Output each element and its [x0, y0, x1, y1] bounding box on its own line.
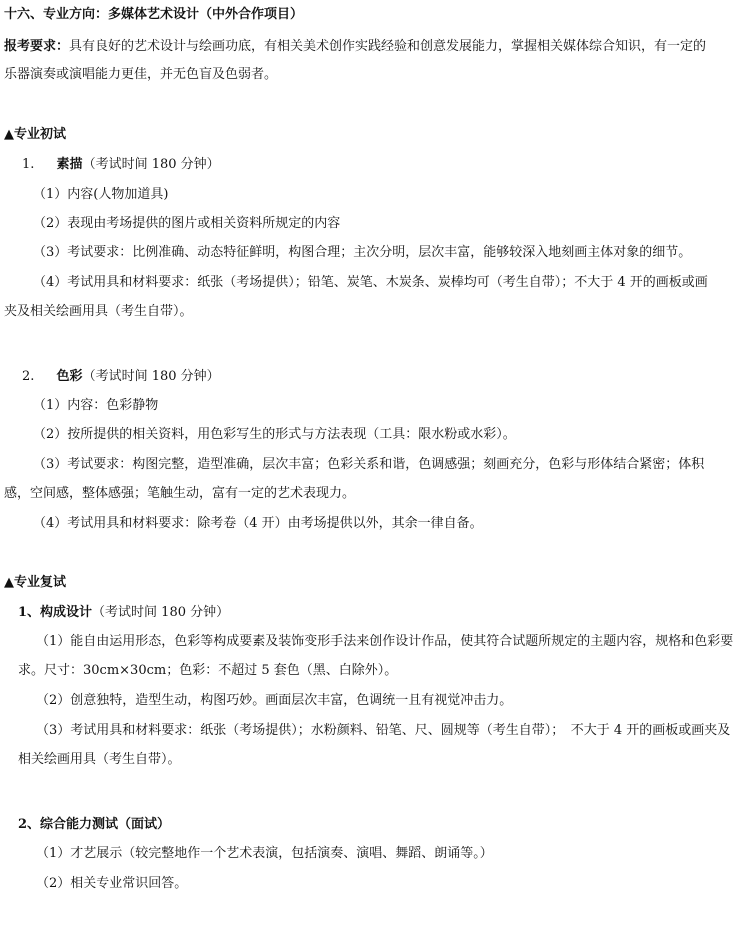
color-item-1: （1）内容：色彩静物 — [33, 398, 159, 413]
composition-heading — [18, 604, 229, 622]
color-heading — [22, 368, 220, 386]
sketch-number: 1. — [22, 157, 35, 172]
ability-heading: 2、综合能力测试（面试） — [18, 817, 171, 832]
sketch-item-1: （1）内容(人物加道具) — [33, 187, 169, 202]
color-name: 色彩 — [56, 369, 83, 384]
color-item-4: （4）考试用具和材料要求：除考卷（4 开）由考场提供以外，其余一律自备。 — [33, 516, 483, 531]
sketch-item-4-line-1: （4）考试用具和材料要求：纸张（考场提供）；铅笔、炭笔、木炭条、炭棒均可（考生自带）；不大于 4 开的画板或画 — [33, 275, 708, 290]
composition-name: 1、构成设计 — [18, 605, 93, 620]
ability-item-2: （2）相关专业常识回答。 — [36, 876, 188, 891]
sketch-item-3: （3）考试要求：比例准确、动态特征鲜明，构图合理；主次分明，层次丰富，能够较深入地刻画主体对象的细节。 — [33, 245, 692, 260]
color-item-3-line-2: 感，空间感，整体感强；笔触生动，富有一定的艺术表现力。 — [4, 486, 356, 501]
color-item-3-line-1: （3）考试要求：构图完整，造型准确，层次丰富；色彩关系和谐，色调感强；刻画充分，色彩与形体结合紧密；体积 — [33, 457, 705, 472]
composition-item-3-line-2: 相关绘画用具（考生自带）。 — [18, 752, 181, 767]
sketch-time: （考试时间 180 分钟） — [82, 157, 220, 172]
color-number: 2. — [22, 369, 35, 384]
color-item-2: （2）按所提供的相关资料，用色彩写生的形式与方法表现（工具：限水粉或水彩）。 — [33, 427, 516, 442]
sketch-heading — [22, 156, 220, 174]
composition-item-3-line-1: （3）考试用具和材料要求：纸张（考场提供）；水粉颜料、铅笔、尺、圆规等（考生自带）； 不大于 4 开的画板或画夹及 — [36, 723, 731, 738]
sketch-item-4-line-2: 夹及相关绘画用具（考生自带）。 — [4, 304, 193, 319]
composition-item-1-line-2: 求。尺寸：30cm×30cm；色彩：不超过 5 套色（黑、白除外）。 — [18, 663, 398, 678]
composition-item-2: （2）创意独特，造型生动，构图巧妙。画面层次丰富，色调统一且有视觉冲击力。 — [36, 693, 513, 708]
composition-time: （考试时间 180 分钟） — [92, 605, 230, 620]
sketch-item-2: （2）表现由考场提供的图片或相关资料所规定的内容 — [33, 216, 341, 231]
requirement-line-1 — [4, 38, 706, 56]
sketch-name: 素描 — [56, 157, 83, 172]
color-time: （考试时间 180 分钟） — [82, 369, 220, 384]
retest-heading: ▲专业复试 — [4, 575, 66, 590]
requirement-label: 报考要求： — [4, 39, 70, 54]
page-title: 十六、专业方向：多媒体艺术设计（中外合作项目） — [4, 7, 304, 22]
initial-heading: ▲专业初试 — [4, 127, 66, 142]
ability-item-1: （1）才艺展示（较完整地作一个艺术表演，包括演奏、演唱、舞蹈、朗诵等。） — [36, 846, 493, 861]
requirement-text-1: 具有良好的艺术设计与绘画功底，有相关美术创作实践经验和创意发展能力，掌握相关媒体综合知识，有一定的 — [69, 39, 707, 54]
requirement-line-2: 乐器演奏或演唱能力更佳，并无色盲及色弱者。 — [4, 67, 278, 82]
composition-item-1-line-1: （1）能自由运用形态，色彩等构成要素及装饰变形手法来创作设计作品，使其符合试题所规定的主题内容，规格和色彩要 — [36, 634, 734, 649]
